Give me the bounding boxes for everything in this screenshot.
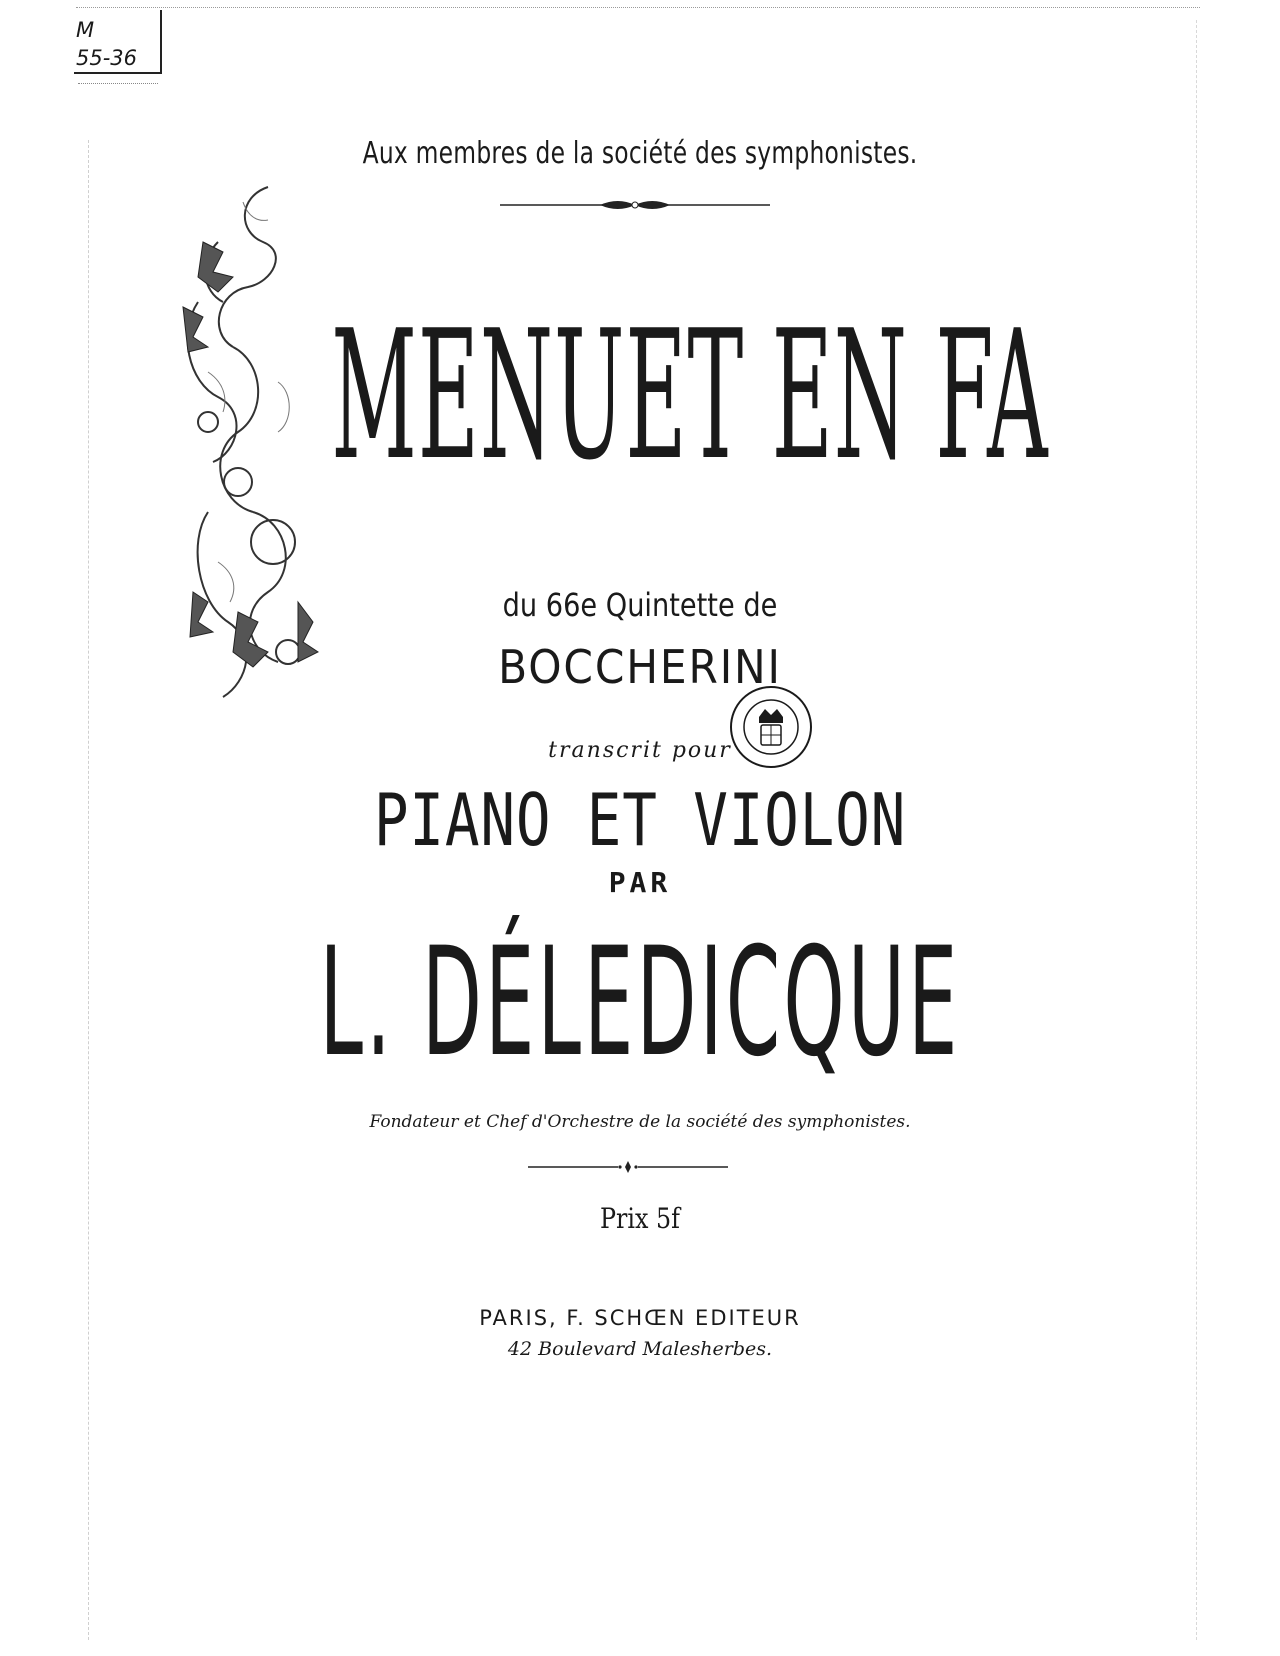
divider-ornament-bottom: [528, 1160, 728, 1174]
catalog-underline: [78, 83, 158, 84]
by-label: PAR: [608, 866, 672, 899]
instruments: PIANO ET VIOLON: [373, 778, 907, 862]
composer-name: BOCCHERINI: [498, 640, 782, 694]
price: Prix 5f: [600, 1202, 680, 1235]
publisher: PARIS, F. SCHŒN EDITEUR: [479, 1306, 801, 1330]
publisher-address: 42 Boulevard Malesherbes.: [507, 1338, 773, 1360]
transcribed-for: transcrit pour: [548, 738, 732, 763]
scan-right-margin: [1196, 20, 1197, 1640]
dedication: Aux membres de la société des symphonistes.: [362, 136, 918, 171]
catalog-mark-line1: M: [76, 18, 95, 42]
scan-top-edge: [76, 0, 1200, 8]
arranger-role: Fondateur et Chef d'Orchestre de la société des symphonistes.: [369, 1112, 911, 1132]
catalog-mark-line2: 55-36: [76, 46, 138, 70]
arranger-name: L. DÉLEDICQUE: [319, 916, 961, 1090]
title: MENUET EN FA: [331, 292, 1049, 499]
catalog-mark: [74, 10, 162, 74]
divider-ornament-top: [500, 196, 770, 214]
subtitle: du 66e Quintette de: [502, 586, 778, 624]
